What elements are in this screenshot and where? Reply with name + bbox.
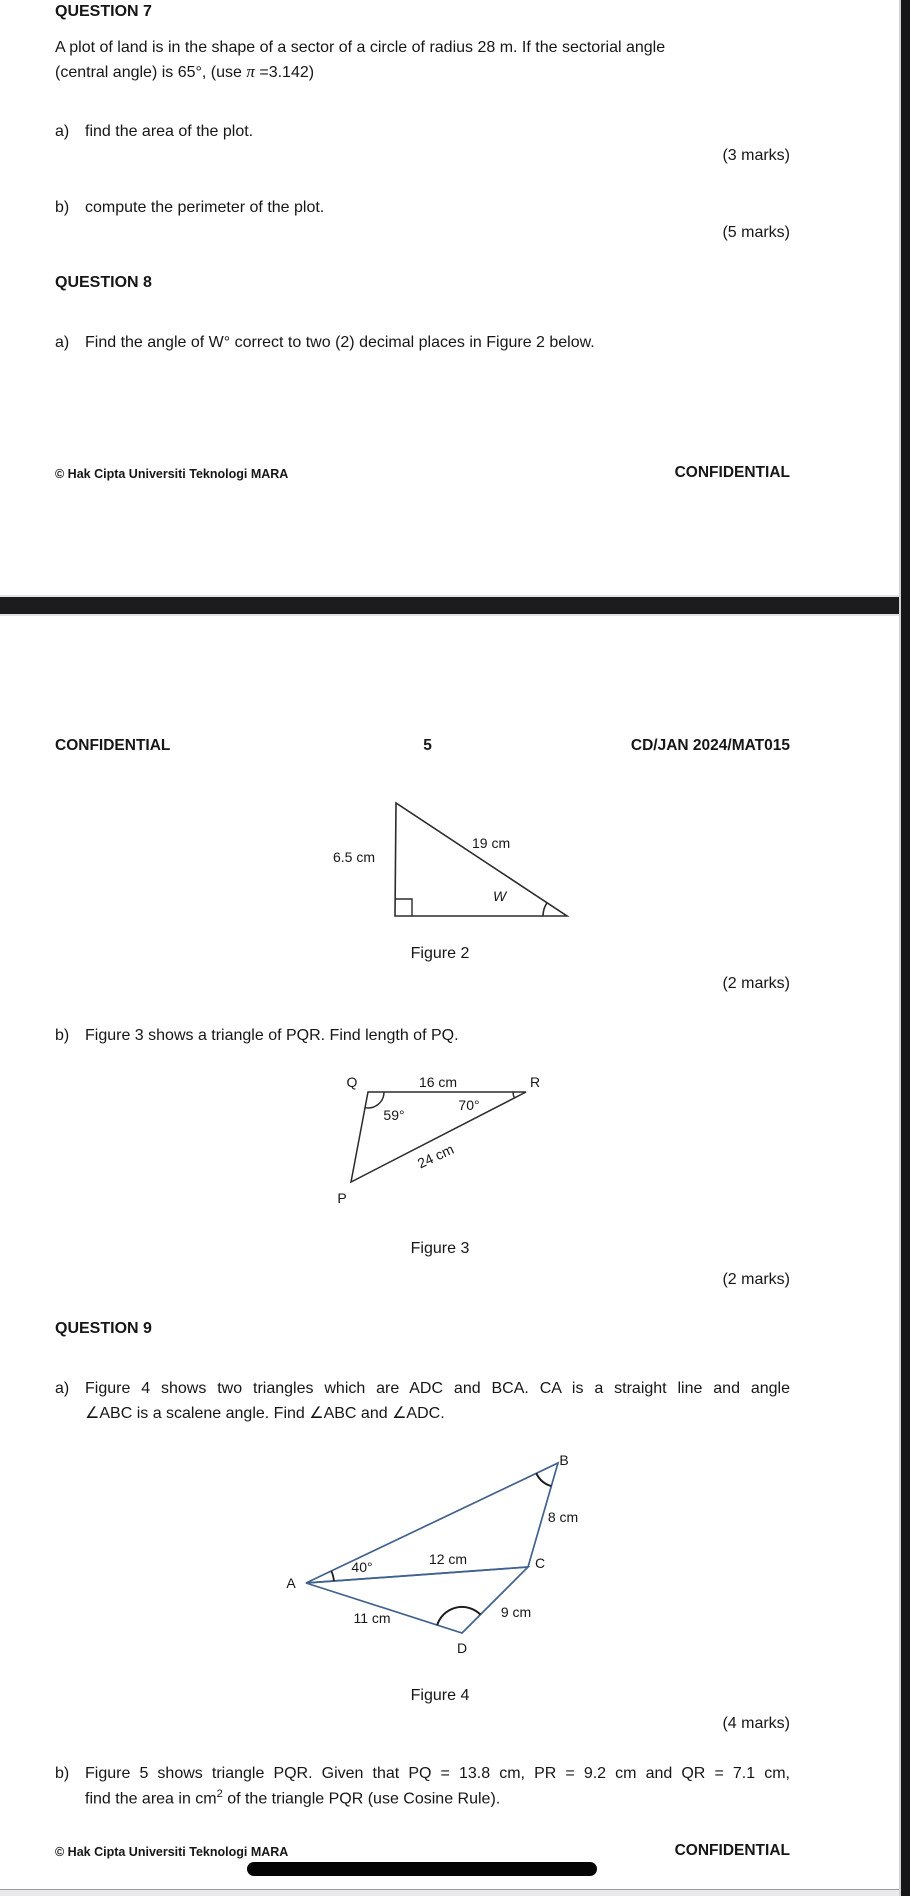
pi-symbol: π bbox=[246, 62, 255, 81]
question9b-line2-superscript: 2 bbox=[216, 1788, 223, 1800]
figure3-side-qr-label: 16 cm bbox=[418, 1074, 458, 1090]
black-marker-bar bbox=[247, 1862, 597, 1876]
figure4-angle-a-label: 40° bbox=[351, 1559, 373, 1575]
question7-title: QUESTION 7 bbox=[55, 3, 152, 20]
question9a-line2: ∠ABC is a scalene angle. Find ∠ABC and ∠ADC. bbox=[85, 1405, 445, 1422]
figure3-side-pr-label: 24 cm bbox=[414, 1140, 457, 1172]
question7-body-line2-pre: (central angle) is 65°, (use bbox=[55, 64, 247, 81]
figure2-angle-w-arc bbox=[543, 903, 547, 916]
question8b-marks: (2 marks) bbox=[722, 1271, 790, 1288]
figure3-caption: Figure 3 bbox=[410, 1240, 470, 1257]
question9a-marks: (4 marks) bbox=[722, 1715, 790, 1732]
figure4-side-dc-label: 9 cm bbox=[500, 1604, 532, 1620]
question7b-text: compute the perimeter of the plot. bbox=[85, 199, 325, 216]
question8b-marker: b) bbox=[55, 1027, 70, 1044]
figure4-vertex-d: D bbox=[456, 1640, 468, 1656]
page2-top-edge bbox=[0, 614, 910, 616]
figure4-side-ad-label: 11 cm bbox=[353, 1610, 391, 1626]
figure3-vertex-q: Q bbox=[346, 1074, 358, 1090]
page2-bottom-edge bbox=[0, 1889, 899, 1896]
page-separator-band bbox=[0, 597, 910, 614]
figure4-side-bc-label: 8 cm bbox=[547, 1509, 579, 1525]
question8a-marker: a) bbox=[55, 334, 70, 351]
question7b-marker: b) bbox=[55, 199, 70, 216]
figure4-triangle-adc-outline bbox=[306, 1567, 528, 1633]
figure4-vertex-b: B bbox=[559, 1452, 569, 1468]
question8-title: QUESTION 8 bbox=[55, 274, 152, 291]
figure2-diagram bbox=[300, 795, 600, 930]
question9b-line2 bbox=[85, 1788, 500, 1808]
figure4-angle-a-arc bbox=[331, 1571, 334, 1581]
question7a-marker: a) bbox=[55, 123, 70, 140]
page2-footer-copyright: © Hak Cipta Universiti Teknologi MARA bbox=[55, 1845, 289, 1859]
figure3-angle-r-label: 70° bbox=[458, 1097, 480, 1113]
question9-title: QUESTION 9 bbox=[55, 1320, 152, 1337]
figure3-diagram bbox=[320, 1070, 580, 1215]
figure4-vertex-c: C bbox=[534, 1555, 546, 1571]
question7-body-line2-post: =3.142) bbox=[254, 64, 315, 81]
question9a-line1: Figure 4 shows two triangles which are ADC and BCA. CA is a straight line and angle bbox=[85, 1380, 790, 1397]
page2-header-confidential: CONFIDENTIAL bbox=[55, 737, 171, 754]
figure3-angle-r-arc bbox=[513, 1092, 514, 1098]
figure3-vertex-r: R bbox=[529, 1074, 541, 1090]
page2-header-doc-code: CD/JAN 2024/MAT015 bbox=[630, 737, 790, 754]
question9b-line1: Figure 5 shows triangle PQR. Given that PQ = 13.8 cm, PR = 9.2 cm and QR = 7.1 cm, bbox=[85, 1765, 790, 1782]
page1-footer-confidential: CONFIDENTIAL bbox=[674, 464, 790, 481]
question9b-marker: b) bbox=[55, 1765, 70, 1782]
question8b-text: Figure 3 shows a triangle of PQR. Find length of PQ. bbox=[85, 1027, 459, 1044]
figure3-angle-q-label: 59° bbox=[383, 1107, 405, 1123]
question8a-marks: (2 marks) bbox=[722, 975, 790, 992]
figure2-right-angle-mark bbox=[395, 899, 412, 916]
figure2-caption: Figure 2 bbox=[410, 945, 470, 962]
figure4-angle-b-arc bbox=[536, 1473, 551, 1486]
question7b-marks: (5 marks) bbox=[722, 224, 790, 241]
question9a-marker: a) bbox=[55, 1380, 70, 1397]
page2-footer-confidential: CONFIDENTIAL bbox=[674, 1842, 790, 1859]
right-edge-strip bbox=[901, 0, 910, 1896]
figure4-side-ac-label: 12 cm bbox=[428, 1551, 468, 1567]
question9b-line2-post: of the triangle PQR (use Cosine Rule). bbox=[222, 1790, 501, 1808]
question7-body-line2 bbox=[55, 62, 314, 82]
page2-header-page-number: 5 bbox=[423, 737, 432, 754]
figure2-hypotenuse-label: 19 cm bbox=[472, 835, 511, 851]
figure4-angle-d-arc bbox=[437, 1607, 480, 1625]
figure4-diagram bbox=[270, 1450, 600, 1695]
figure4-vertex-a: A bbox=[286, 1575, 296, 1591]
figure2-angle-w-label: W bbox=[493, 888, 507, 904]
figure2-side-label: 6.5 cm bbox=[332, 849, 375, 865]
figure3-vertex-p: P bbox=[337, 1190, 347, 1206]
question8a-text: Find the angle of W° correct to two (2) decimal places in Figure 2 below. bbox=[85, 334, 595, 351]
question7-body-line1: A plot of land is in the shape of a sector of a circle of radius 28 m. If the sectorial angle bbox=[55, 39, 666, 56]
figure4-caption: Figure 4 bbox=[410, 1687, 470, 1704]
figure2-triangle-outline bbox=[395, 803, 567, 916]
question9b-line2-pre: find the area in cm bbox=[85, 1790, 217, 1808]
question7a-marks: (3 marks) bbox=[722, 147, 790, 164]
page1-footer-copyright: © Hak Cipta Universiti Teknologi MARA bbox=[55, 467, 289, 481]
question7a-text: find the area of the plot. bbox=[85, 123, 254, 140]
